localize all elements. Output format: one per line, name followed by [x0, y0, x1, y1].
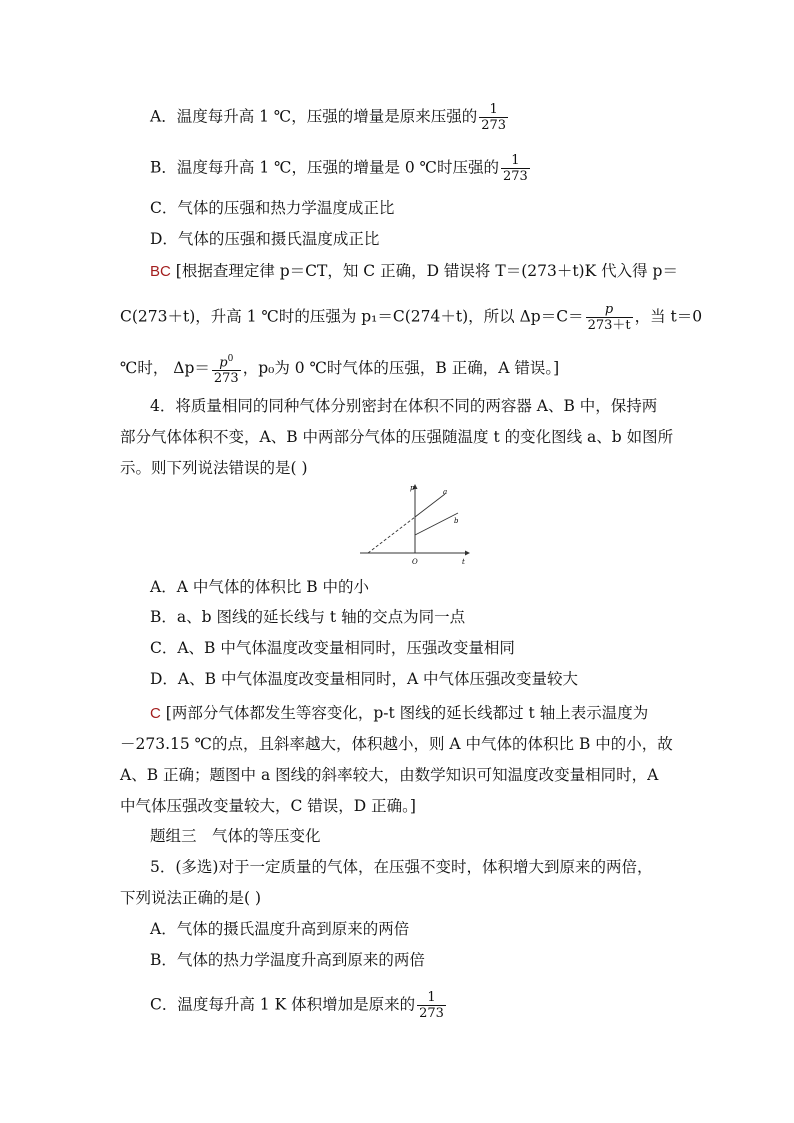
t-axis-label: t — [462, 558, 465, 566]
p-axis-label: p — [410, 484, 415, 492]
fraction: $\frac{p^0}{273}$ — [213, 354, 239, 387]
q3-explanation-line3: ℃时， Δp＝ $\frac{p^0}{273}$ ，p₀为 0 ℃时气体的压强，B 正确，A 错误。] — [120, 354, 560, 387]
q4-stem-line3: 示。则下列说法错误的是( ) — [120, 459, 308, 477]
q3-explanation-line2: C(273＋t)，升高 1 ℃时的压强为 p₁＝C(274＋t)，所以 Δp＝C＝ $\frac{p}{273+t}$ ，当 t＝0 — [120, 302, 703, 333]
origin-label: O — [412, 558, 418, 566]
q4-option-c: C．A、B 中气体温度改变量相同时，压强改变量相同 — [150, 639, 515, 657]
fraction: $\frac{1}{273}$ — [481, 102, 507, 133]
q4-explanation-line4: 中气体压强改变量较大，C 错误，D 正确。] — [120, 797, 416, 815]
q3-option-b: B．温度每升高 1 ℃，压强的增量是 0 ℃时压强的 $\frac{1}{273}$ — [150, 153, 528, 184]
t-axis-arrow — [465, 551, 470, 556]
p-t-graph — [355, 477, 475, 572]
q5-stem-line2: 下列说法正确的是( ) — [120, 889, 262, 907]
line-a-label: a — [443, 488, 448, 496]
q5-option-b: B．气体的热力学温度升高到原来的两倍 — [150, 951, 425, 969]
q4-stem-line1: 4．将质量相同的同种气体分别密封在体积不同的两容器 A、B 中，保持两 — [150, 397, 658, 415]
line-b — [415, 513, 458, 535]
q4-stem-line2: 部分气体体积不变，A、B 中两部分气体的压强随温度 t 的变化图线 a、b 如图所 — [120, 428, 674, 446]
q4-option-d: D．A、B 中气体温度改变量相同时，A 中气体压强改变量较大 — [150, 670, 579, 688]
q5-option-a: A．气体的摄氏温度升高到原来的两倍 — [150, 920, 410, 938]
q3-option-c: C．气体的压强和热力学温度成正比 — [150, 199, 395, 217]
q3-option-a: A．温度每升高 1 ℃，压强的增量是原来压强的 $\frac{1}{273}$ — [150, 102, 507, 133]
q4-explanation-line3: A、B 正确；题图中 a 图线的斜率较大，由数学知识可知温度改变量相同时，A — [120, 766, 659, 784]
line-b-label: b — [454, 517, 459, 525]
fraction: $\frac{1}{273}$ — [419, 990, 444, 1021]
q3-explanation-line1: BC [根据查理定律 p＝CT，知 C 正确，D 错误将 T＝(273＋t)K 代入得 p＝ — [150, 262, 678, 280]
q3-option-d: D．气体的压强和摄氏温度成正比 — [150, 230, 380, 248]
q4-option-a: A．A 中气体的体积比 B 中的小 — [150, 578, 370, 596]
q4-option-b: B．a、b 图线的延长线与 t 轴的交点为同一点 — [150, 608, 466, 626]
answer-tag: BC — [150, 263, 171, 280]
fraction: $\frac{1}{273}$ — [503, 153, 528, 184]
section-heading: 题组三 气体的等压变化 — [150, 827, 321, 845]
q4-explanation-line2: －273.15 ℃的点，且斜率越大，体积越小，则 A 中气体的体积比 B 中的小，故 — [120, 735, 673, 753]
q5-stem-line1: 5．(多选)对于一定质量的气体，在压强不变时，体积增大到原来的两倍， — [150, 858, 653, 876]
q4-explanation-line1: C [两部分气体都发生等容变化，p-t 图线的延长线都过 t 轴上表示温度为 — [150, 704, 649, 722]
line-a — [415, 494, 445, 517]
line-a-extension — [368, 517, 415, 553]
q5-option-c: C．温度每升高 1 K 体积增加是原来的 $\frac{1}{273}$ — [150, 990, 444, 1021]
answer-tag: C — [150, 705, 161, 722]
fraction: $\frac{p}{273+t}$ — [587, 302, 631, 333]
